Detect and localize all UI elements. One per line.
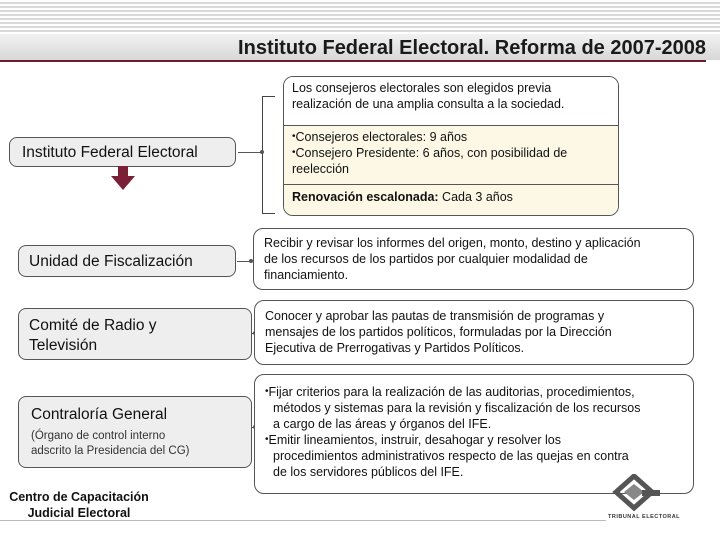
fiscalizacion-box — [18, 245, 236, 277]
ife-bullet-1: •Consejeros electorales: 9 años — [292, 130, 468, 144]
tribunal-seal-icon — [604, 474, 684, 514]
ife-box-label: Instituto Federal Electoral — [22, 144, 198, 161]
centro-capacitacion-logo: Centro de Capacitación Judicial Electoral — [9, 490, 149, 520]
fiscalizacion-description: Recibir y revisar los informes del origen, monto, destino y aplicación de los recursos de los partidos por cualquier modalidad de financiamiento. — [253, 228, 694, 290]
ife-bullet-2-cont: reelección — [292, 162, 349, 176]
comite-box — [18, 308, 252, 360]
title-rule — [0, 60, 706, 62]
comite-label: Comité de Radio y Televisión — [29, 317, 157, 354]
renovacion-value: Cada 3 años — [438, 190, 513, 204]
ife-intro — [284, 77, 618, 125]
ife-connector — [238, 152, 262, 153]
contraloria-description: •Fijar criterios para la realización de las auditorias, procedimientos, métodos y sistemas para la revisión y fiscalización de los recursos a cargo de las áreas y órganos del IFE. •Emitir lineamientos, instruir, desahogar y resolver los procedimientos administrativos respecto de las quejas en contra de los servidores públicos del IFE. — [254, 374, 694, 494]
ife-intro-line1: Los consejeros electorales son elegidos previa — [292, 81, 552, 95]
ife-terms — [284, 125, 618, 184]
emblem-text: TRIBUNAL ELECTORAL — [608, 514, 681, 520]
contraloria-label: Contraloría General — [31, 406, 168, 423]
page-title: Instituto Federal Electoral. Reforma de 2007-2008 — [238, 37, 706, 59]
fiscalizacion-connector — [237, 261, 251, 262]
ife-renovacion — [284, 184, 618, 216]
ife-bracket — [262, 96, 275, 214]
ife-bullet-2: •Consejero Presidente: 6 años, con posibilidad de — [292, 146, 568, 160]
comite-description: Conocer y aprobar las pautas de transmisión de programas y mensajes de los partidos políticos, formuladas por la Dirección Ejecutiva de Prerrogativas y Partidos Políticos. — [254, 300, 694, 365]
ife-box — [9, 137, 236, 167]
contraloria-box — [18, 396, 252, 468]
header-stripes — [0, 0, 720, 34]
down-arrow-icon — [110, 166, 136, 192]
renovacion-label: Renovación escalonada: — [292, 190, 439, 204]
ife-description-group — [283, 76, 619, 216]
tribunal-electoral-emblem — [604, 474, 684, 526]
contraloria-bullet-1: •Fijar criterios para la realización de las auditorias, procedimientos, — [265, 385, 635, 399]
fiscalizacion-label: Unidad de Fiscalización — [29, 253, 193, 270]
contraloria-bullet-2: •Emitir lineamientos, instruir, desahogar y resolver los — [265, 433, 561, 447]
contraloria-sublabel: (Órgano de control interno adscrito la Presidencia del CG) — [31, 430, 190, 457]
ife-intro-line2: realización de una amplia consulta a la sociedad. — [292, 97, 565, 111]
